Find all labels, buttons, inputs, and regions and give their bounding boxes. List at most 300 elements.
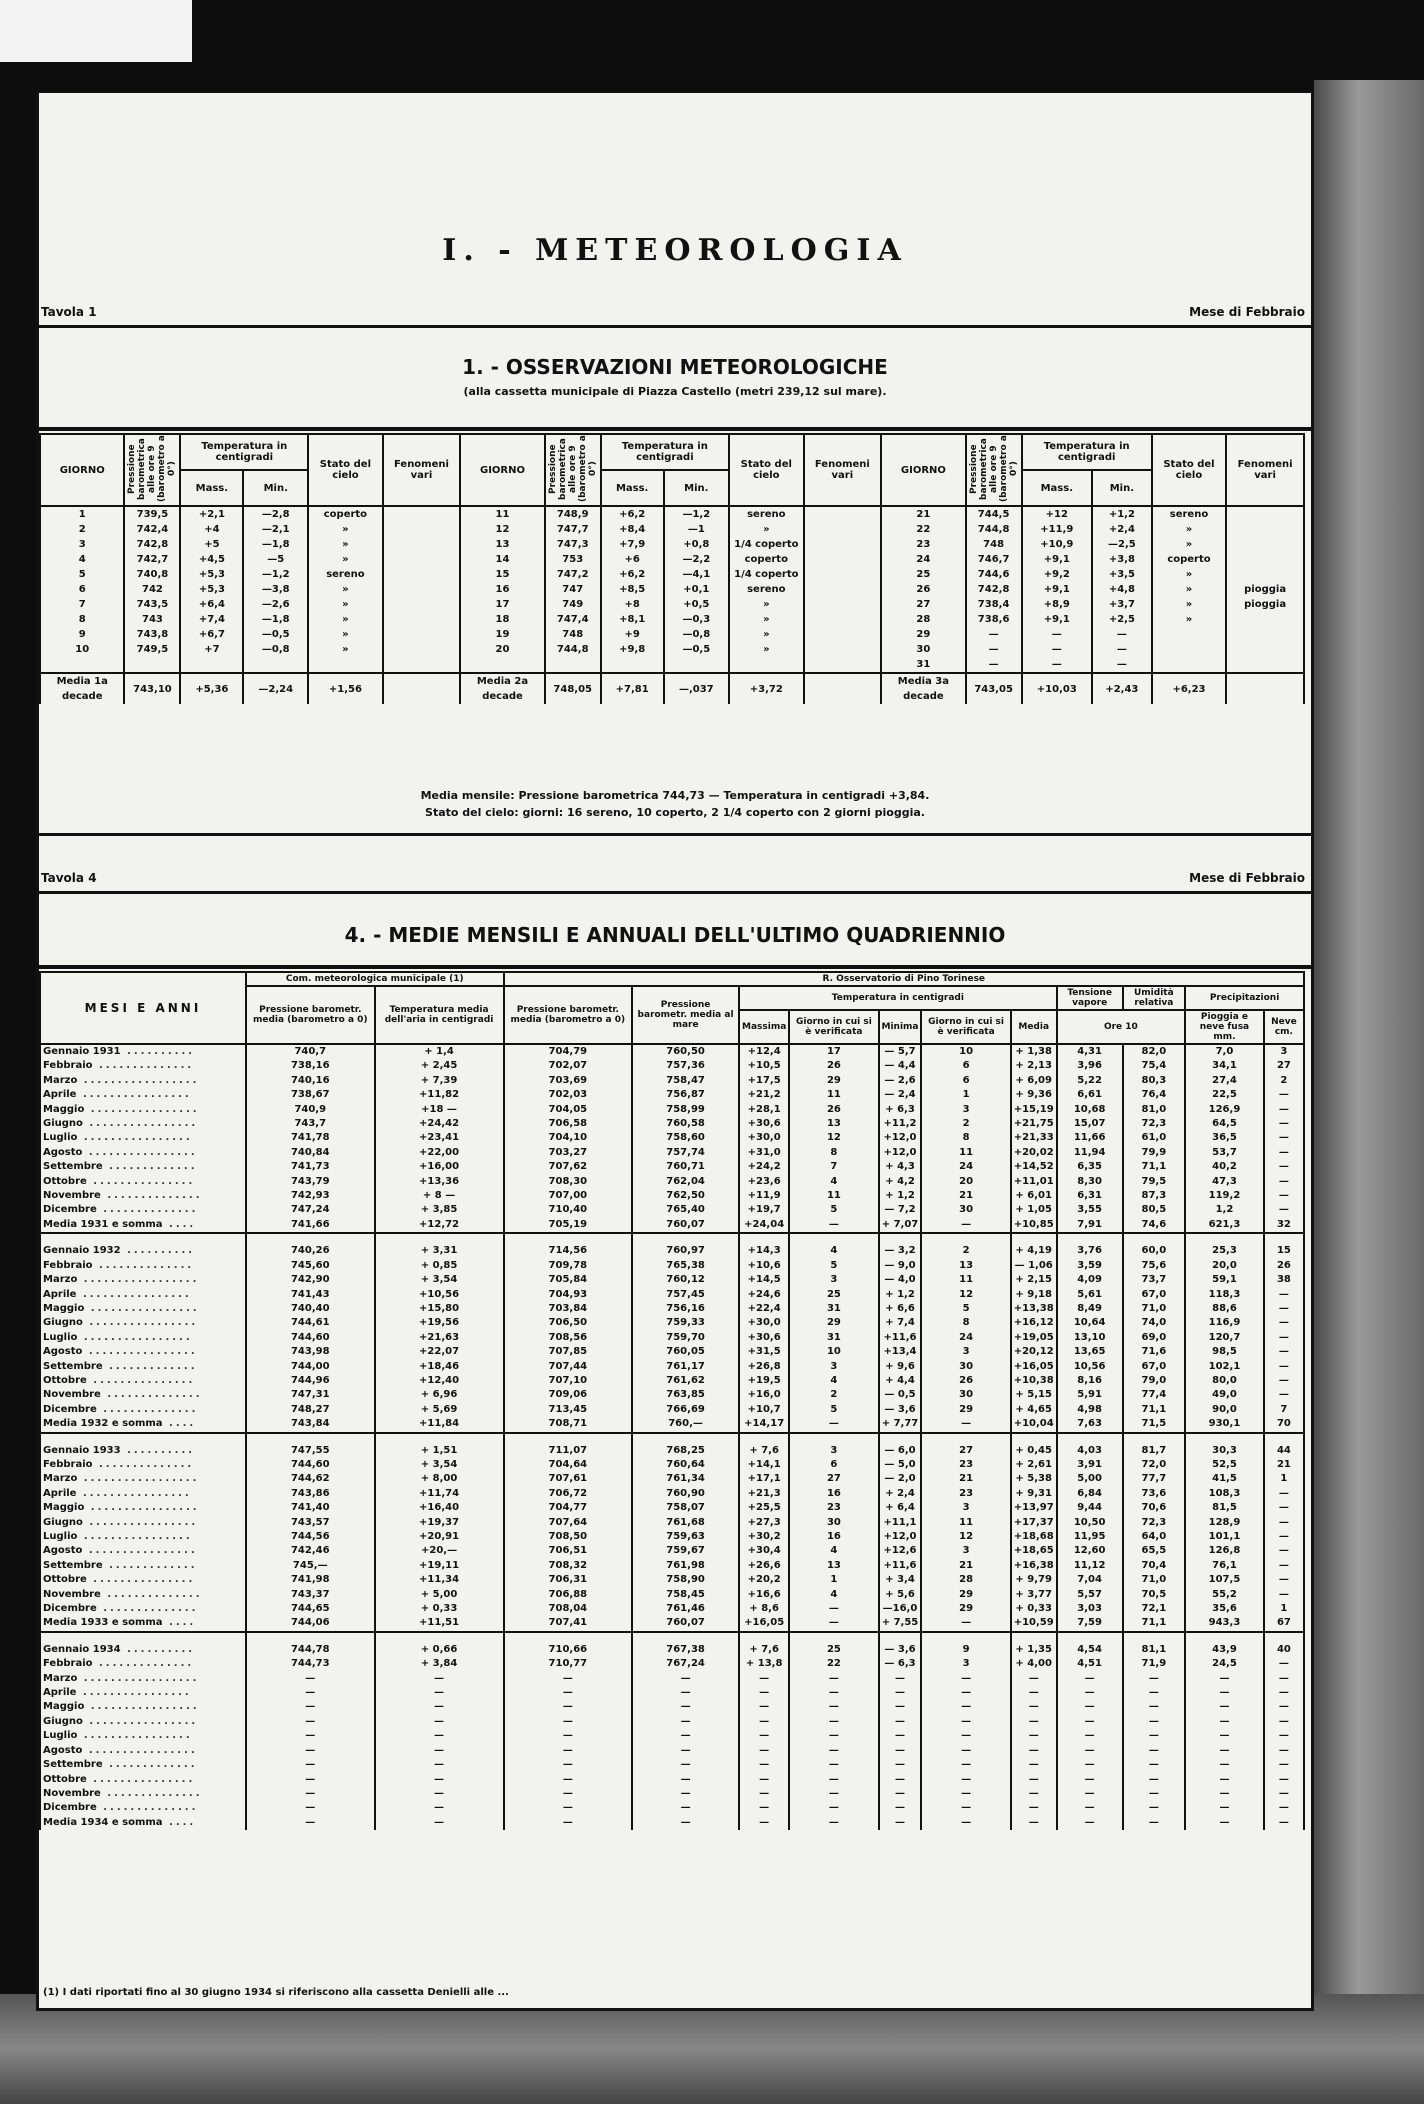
table-cell: 706,51 xyxy=(504,1544,633,1558)
col-umidita: Umidità relativa xyxy=(1123,986,1186,1010)
table-cell: 760,12 xyxy=(632,1273,739,1287)
table-cell: — xyxy=(1264,1331,1304,1345)
table-cell: 24 xyxy=(921,1160,1010,1174)
table-cell: 38 xyxy=(1264,1273,1304,1287)
table-cell: 704,64 xyxy=(504,1458,633,1472)
table-cell: 75,6 xyxy=(1123,1259,1186,1273)
table-row xyxy=(40,1131,1304,1145)
table-cell: +19,56 xyxy=(375,1316,504,1330)
table-cell: + 3,85 xyxy=(375,1203,504,1217)
leader-dots: ................ xyxy=(77,1331,193,1343)
table-cell: 704,93 xyxy=(504,1288,633,1302)
table-cell: 119,2 xyxy=(1185,1189,1264,1203)
table-cell xyxy=(601,657,664,673)
table-row xyxy=(40,582,1304,597)
table-cell: — xyxy=(504,1801,633,1815)
table-cell: — xyxy=(632,1686,739,1700)
col-minima: Minima xyxy=(879,1010,922,1044)
table-cell: 707,62 xyxy=(504,1160,633,1174)
table-cell: — xyxy=(1185,1758,1264,1772)
table-cell: 30,3 xyxy=(1185,1444,1264,1458)
table-cell: 740,8 xyxy=(124,567,180,582)
table-cell: 23 xyxy=(921,1487,1010,1501)
table-cell: 7,59 xyxy=(1057,1616,1123,1631)
table-cell: — xyxy=(789,1686,878,1700)
table-cell: 27 xyxy=(881,597,965,612)
table-cell: 742,7 xyxy=(124,552,180,567)
table-cell: — xyxy=(739,1686,789,1700)
table-cell: — xyxy=(1011,1801,1057,1815)
table-cell: 69,0 xyxy=(1123,1331,1186,1345)
table-cell: — xyxy=(1123,1729,1186,1743)
month-label: Novembre .............. xyxy=(40,1787,246,1801)
table-cell: 25,3 xyxy=(1185,1244,1264,1258)
monthly-summary: Media mensile: Pressione barometrica 744,73 — Temperatura in centigradi +3,84. xyxy=(420,789,930,802)
table-cell: 71,1 xyxy=(1123,1616,1186,1631)
table-cell: 31 xyxy=(789,1331,878,1345)
table-cell: +26,8 xyxy=(739,1360,789,1374)
table-cell: 8,49 xyxy=(1057,1302,1123,1316)
table-cell: 53,7 xyxy=(1185,1146,1264,1160)
table-cell: 710,66 xyxy=(504,1643,633,1657)
table-cell: » xyxy=(308,537,382,552)
table-cell: — xyxy=(1264,1360,1304,1374)
table-cell: — xyxy=(921,1686,1010,1700)
table-row xyxy=(40,1787,1304,1801)
table-cell: — xyxy=(504,1700,633,1714)
table-cell: 747,55 xyxy=(246,1444,375,1458)
leader-dots: ................. xyxy=(77,1274,200,1286)
table-cell: — xyxy=(246,1773,375,1787)
table-cell: 52,5 xyxy=(1185,1458,1264,1472)
table-cell: +11,82 xyxy=(375,1088,504,1102)
table-cell: + 0,45 xyxy=(1011,1444,1057,1458)
table-cell: — xyxy=(879,1672,922,1686)
table-cell: 43,9 xyxy=(1185,1643,1264,1657)
table-cell: — xyxy=(879,1758,922,1772)
table-cell: — xyxy=(1011,1672,1057,1686)
table-cell: +11,34 xyxy=(375,1573,504,1587)
table-cell: — xyxy=(1264,1787,1304,1801)
table-cell: » xyxy=(729,522,803,537)
table-cell: — 1,06 xyxy=(1011,1259,1057,1273)
table-cell: +4,5 xyxy=(180,552,243,567)
table-cell: 11,66 xyxy=(1057,1131,1123,1145)
table-cell: +25,5 xyxy=(739,1501,789,1515)
table-cell: +8,5 xyxy=(601,582,664,597)
table-cell: 24 xyxy=(921,1331,1010,1345)
table-cell: 20 xyxy=(460,642,544,657)
leader-dots: ................ xyxy=(82,1516,199,1528)
table-cell: 72,1 xyxy=(1123,1602,1186,1616)
table-cell: coperto xyxy=(1152,552,1226,567)
table-cell: 708,56 xyxy=(504,1331,633,1345)
table-cell: +12,6 xyxy=(879,1544,922,1558)
table-cell: +16,6 xyxy=(739,1588,789,1602)
table-cell: 743,37 xyxy=(246,1588,375,1602)
table-cell: —1,2 xyxy=(243,567,308,582)
sky-summary: Stato del cielo: giorni: 16 sereno, 10 coperto, 2 1/4 coperto con 2 giorni pioggia. xyxy=(425,806,925,819)
table-cell: — xyxy=(632,1744,739,1758)
table-cell: 2 xyxy=(921,1244,1010,1258)
table-cell: +0,1 xyxy=(664,582,729,597)
table-cell xyxy=(804,522,882,537)
table-cell: +30,6 xyxy=(739,1117,789,1131)
leader-dots: ................ xyxy=(84,1701,200,1713)
table-cell xyxy=(383,612,461,627)
table-cell: 4 xyxy=(789,1374,878,1388)
table-cell: —0,8 xyxy=(243,642,308,657)
table-cell: +13,38 xyxy=(1011,1302,1057,1316)
table-cell: +8,1 xyxy=(601,612,664,627)
table-cell: 747,4 xyxy=(545,612,601,627)
table-cell: 25 xyxy=(789,1288,878,1302)
table-cell: —2,5 xyxy=(1092,537,1152,552)
table-cell: 3 xyxy=(921,1345,1010,1359)
table-cell: 742 xyxy=(124,582,180,597)
leader-dots: ............... xyxy=(86,1374,196,1386)
mean-cell: 743,10 xyxy=(124,673,180,704)
table-cell: —3,8 xyxy=(243,582,308,597)
table-cell: — xyxy=(375,1700,504,1714)
col-pressione: Pressione barometrica alle ore 9 (barometro a 0°) xyxy=(966,434,1022,506)
table-cell: — xyxy=(1264,1388,1304,1402)
table-cell: 27,4 xyxy=(1185,1074,1264,1088)
table-cell: 759,63 xyxy=(632,1530,739,1544)
month-label: Giugno ................ xyxy=(40,1516,246,1530)
table-cell: 107,5 xyxy=(1185,1573,1264,1587)
table-row xyxy=(40,1160,1304,1174)
table-cell: » xyxy=(308,597,382,612)
table-cell: 707,41 xyxy=(504,1616,633,1631)
table-cell: — xyxy=(921,1816,1010,1830)
table-cell: +30,4 xyxy=(739,1544,789,1558)
table-cell: sereno xyxy=(729,582,803,597)
table-cell: » xyxy=(308,612,382,627)
table-cell: +17,5 xyxy=(739,1074,789,1088)
table-cell: — xyxy=(375,1787,504,1801)
table-row xyxy=(40,1816,1304,1830)
table-cell: +4 xyxy=(180,522,243,537)
table-cell: — xyxy=(1264,1588,1304,1602)
table-cell: — 4,0 xyxy=(879,1273,922,1287)
footnote: (1) I dati riportati fino al 30 giugno 1934 si riferiscono alla cassetta Denielli alle ... xyxy=(43,1987,509,1998)
table-cell: 80,0 xyxy=(1185,1374,1264,1388)
table-cell: — xyxy=(632,1715,739,1729)
table-cell: 80,3 xyxy=(1123,1074,1186,1088)
table-row xyxy=(40,1530,1304,1544)
table-cell: 5,00 xyxy=(1057,1472,1123,1486)
table-cell: 29 xyxy=(881,627,965,642)
table-cell: 3 xyxy=(921,1657,1010,1671)
col-massima: Massima xyxy=(739,1010,789,1044)
col-giorno-max: Giorno in cui si è verificata xyxy=(789,1010,878,1044)
table-cell: 23 xyxy=(881,537,965,552)
table-cell: 12 xyxy=(789,1131,878,1145)
table-cell: 19 xyxy=(460,627,544,642)
table-cell: — xyxy=(1264,1203,1304,1217)
table-cell: 743,98 xyxy=(246,1345,375,1359)
table-cell: 70,4 xyxy=(1123,1559,1186,1573)
table-cell: 47,3 xyxy=(1185,1175,1264,1189)
table-cell: 4,09 xyxy=(1057,1273,1123,1287)
table-cell: — xyxy=(632,1801,739,1815)
table-cell: 4 xyxy=(789,1175,878,1189)
table-cell: +6 xyxy=(601,552,664,567)
mean-cell: 743,05 xyxy=(966,673,1022,704)
table-cell: +20,12 xyxy=(1011,1345,1057,1359)
table-cell: +18,65 xyxy=(1011,1544,1057,1558)
table-cell: +6,7 xyxy=(180,627,243,642)
table-cell: 3,76 xyxy=(1057,1244,1123,1258)
table-cell: 23 xyxy=(921,1458,1010,1472)
table-cell: +3,8 xyxy=(1092,552,1152,567)
leader-dots: ................ xyxy=(84,1302,200,1314)
table-cell: — xyxy=(1123,1773,1186,1787)
table-cell: + 0,85 xyxy=(375,1259,504,1273)
table-cell: — xyxy=(246,1758,375,1772)
table-cell: 60,0 xyxy=(1123,1244,1186,1258)
table-cell: — xyxy=(1264,1758,1304,1772)
month-label: Gennaio 1934 .......... xyxy=(40,1643,246,1657)
table-cell: — xyxy=(1264,1801,1304,1815)
table-cell: 26 xyxy=(789,1103,878,1117)
table-cell: — xyxy=(1011,1715,1057,1729)
month-label: Luglio ................ xyxy=(40,1331,246,1345)
table-cell: — xyxy=(1011,1758,1057,1772)
table-cell: +7,4 xyxy=(180,612,243,627)
table-cell xyxy=(1226,537,1304,552)
table-cell: 760,90 xyxy=(632,1487,739,1501)
table-cell: — xyxy=(789,1773,878,1787)
table-cell: 11 xyxy=(789,1189,878,1203)
table-cell: +18 — xyxy=(375,1103,504,1117)
table-cell: 744,56 xyxy=(246,1530,375,1544)
table-cell: 5,57 xyxy=(1057,1588,1123,1602)
table-cell: 27 xyxy=(921,1444,1010,1458)
month-label: Ottobre ............... xyxy=(40,1175,246,1189)
leader-dots: ................ xyxy=(82,1118,199,1130)
table-cell: 13 xyxy=(789,1117,878,1131)
col-min: Min. xyxy=(664,470,729,506)
table-cell: 73,7 xyxy=(1123,1273,1186,1287)
month-label: Giugno ................ xyxy=(40,1316,246,1330)
leader-dots: ................ xyxy=(84,1502,200,1514)
table-cell: coperto xyxy=(729,552,803,567)
table-cell: 758,45 xyxy=(632,1588,739,1602)
table-cell: + 6,09 xyxy=(1011,1074,1057,1088)
table-cell: 742,4 xyxy=(124,522,180,537)
table-cell: + 9,36 xyxy=(1011,1088,1057,1102)
table-cell: +30,6 xyxy=(739,1331,789,1345)
mean-cell: +1,56 xyxy=(308,673,382,704)
month-label: Febbraio .............. xyxy=(40,1458,246,1472)
table-cell: 29 xyxy=(921,1602,1010,1616)
table-cell: +9,1 xyxy=(1022,612,1092,627)
table-cell: — xyxy=(921,1417,1010,1432)
table-cell: 744,96 xyxy=(246,1374,375,1388)
table-cell: 15,07 xyxy=(1057,1117,1123,1131)
table-cell xyxy=(1152,642,1226,657)
month-label: Marzo ................. xyxy=(40,1472,246,1486)
leader-dots: ............. xyxy=(102,1759,198,1771)
col-giorno-min: Giorno in cui si è verificata xyxy=(921,1010,1010,1044)
table-cell: 22,5 xyxy=(1185,1088,1264,1102)
table-cell: —4,1 xyxy=(664,567,729,582)
table-cell xyxy=(545,657,601,673)
table-row xyxy=(40,1700,1304,1714)
table-cell: 3 xyxy=(789,1273,878,1287)
table-cell xyxy=(383,657,461,673)
table-cell: 744,61 xyxy=(246,1316,375,1330)
table-cell xyxy=(804,627,882,642)
table-cell: 64,0 xyxy=(1123,1530,1186,1544)
table-cell: 746,7 xyxy=(966,552,1022,567)
table-cell: — 6,3 xyxy=(879,1657,922,1671)
table-cell: 748 xyxy=(966,537,1022,552)
table-cell: 743,8 xyxy=(124,627,180,642)
table-cell: + 13,8 xyxy=(739,1657,789,1671)
table-cell xyxy=(383,642,461,657)
table-cell: » xyxy=(1152,612,1226,627)
leader-dots: .............. xyxy=(96,1403,199,1415)
table-cell: 10 xyxy=(40,642,124,657)
col-pioggia: Pioggia e neve fusa mm. xyxy=(1185,1010,1264,1044)
table-cell xyxy=(124,657,180,673)
table-cell: 71,0 xyxy=(1123,1573,1186,1587)
table-cell: 13,65 xyxy=(1057,1345,1123,1359)
table-cell: 21 xyxy=(1264,1458,1304,1472)
table-cell: 7 xyxy=(1264,1403,1304,1417)
col-fenomeni: Fenomeni vari xyxy=(804,434,882,506)
table-cell: 79,0 xyxy=(1123,1374,1186,1388)
table-cell: 18 xyxy=(460,612,544,627)
col-pressione: Pressione barometrica alle ore 9 (barometro a 0°) xyxy=(545,434,601,506)
mean-cell: Media 1a decade xyxy=(40,673,124,704)
table-cell: 747,7 xyxy=(545,522,601,537)
month-label: Maggio ................ xyxy=(40,1700,246,1714)
table-cell: — xyxy=(1264,1657,1304,1671)
col-mesi: MESI E ANNI xyxy=(40,972,246,1044)
month-label: Dicembre .............. xyxy=(40,1203,246,1217)
table-cell: — xyxy=(921,1700,1010,1714)
table-cell: — xyxy=(921,1758,1010,1772)
document-page xyxy=(36,90,1314,2011)
leader-dots: .............. xyxy=(92,1458,195,1470)
table-cell: 3 xyxy=(40,537,124,552)
table-cell: — xyxy=(1185,1700,1264,1714)
table-cell: 8,30 xyxy=(1057,1175,1123,1189)
table-cell: +10,85 xyxy=(1011,1218,1057,1233)
table-cell: 13,10 xyxy=(1057,1331,1123,1345)
month-label: Agosto ................ xyxy=(40,1146,246,1160)
table-cell: 79,5 xyxy=(1123,1175,1186,1189)
table-cell: 4,51 xyxy=(1057,1657,1123,1671)
table-cell: » xyxy=(308,642,382,657)
table-row xyxy=(40,1729,1304,1743)
table-cell: 24,5 xyxy=(1185,1657,1264,1671)
table-cell: — xyxy=(246,1787,375,1801)
table-cell: — 7,2 xyxy=(879,1203,922,1217)
table-cell: 742,46 xyxy=(246,1544,375,1558)
table-cell: 765,40 xyxy=(632,1203,739,1217)
mean-cell xyxy=(804,673,882,704)
table-row xyxy=(40,657,1304,673)
table-cell: 753 xyxy=(545,552,601,567)
month-label: Luglio ................ xyxy=(40,1530,246,1544)
table-cell: +24,42 xyxy=(375,1117,504,1131)
table-cell: +10,59 xyxy=(1011,1616,1057,1631)
table-cell: 740,9 xyxy=(246,1103,375,1117)
table-cell: + 3,4 xyxy=(879,1573,922,1587)
month-label: Settembre ............. xyxy=(40,1758,246,1772)
table-cell: 67,0 xyxy=(1123,1360,1186,1374)
table-cell: +20,91 xyxy=(375,1530,504,1544)
table-cell: 3 xyxy=(921,1501,1010,1515)
table-cell: +30,0 xyxy=(739,1316,789,1330)
table-row xyxy=(40,1602,1304,1616)
table-cell: 3,91 xyxy=(1057,1458,1123,1472)
table-cell: + 1,05 xyxy=(1011,1203,1057,1217)
table-cell: +10,04 xyxy=(1011,1417,1057,1432)
table-cell: 71,0 xyxy=(1123,1302,1186,1316)
table-cell: » xyxy=(1152,597,1226,612)
month-label: Aprile ................ xyxy=(40,1288,246,1302)
table-cell: — xyxy=(504,1773,633,1787)
table-cell: 36,5 xyxy=(1185,1131,1264,1145)
table-cell: 743 xyxy=(124,612,180,627)
table-cell: — xyxy=(1264,1501,1304,1515)
table-cell: — xyxy=(632,1758,739,1772)
table-cell: 704,05 xyxy=(504,1103,633,1117)
table-cell: — xyxy=(504,1787,633,1801)
table-row xyxy=(40,1417,1304,1432)
mean-cell: 748,05 xyxy=(545,673,601,704)
table-cell: 20,0 xyxy=(1185,1259,1264,1273)
table-cell: — xyxy=(632,1816,739,1830)
page-title: I. - METEOROLOGIA xyxy=(442,233,908,268)
table-cell: +21,75 xyxy=(1011,1117,1057,1131)
table-cell: » xyxy=(1152,522,1226,537)
table-cell: 740,40 xyxy=(246,1302,375,1316)
table-row xyxy=(40,1203,1304,1217)
table-cell: 760,07 xyxy=(632,1218,739,1233)
table-cell: — xyxy=(504,1744,633,1758)
table-cell: 6 xyxy=(921,1074,1010,1088)
table-cell: +10,9 xyxy=(1022,537,1092,552)
table-cell: +21,63 xyxy=(375,1331,504,1345)
col-temperatura: Temperatura in centigradi xyxy=(601,434,729,470)
leader-dots: ............... xyxy=(86,1574,196,1586)
table-cell: 21 xyxy=(921,1559,1010,1573)
table-row xyxy=(40,552,1304,567)
table-cell: +2,4 xyxy=(1092,522,1152,537)
table-cell: +6,2 xyxy=(601,506,664,522)
table-cell: coperto xyxy=(308,506,382,522)
month-label: Dicembre .............. xyxy=(40,1801,246,1815)
table-cell: 10 xyxy=(921,1044,1010,1059)
table-cell: 11 xyxy=(789,1088,878,1102)
table-cell: 28 xyxy=(881,612,965,627)
table-cell: 15 xyxy=(1264,1244,1304,1258)
leader-dots: .............. xyxy=(92,1259,195,1271)
table-cell: 11,95 xyxy=(1057,1530,1123,1544)
col-ore: Ore 10 xyxy=(1057,1010,1185,1044)
table-cell: 8 xyxy=(921,1131,1010,1145)
table-cell: 35,6 xyxy=(1185,1602,1264,1616)
table-cell: — xyxy=(1057,1787,1123,1801)
col-giorno: GIORNO xyxy=(40,434,124,506)
